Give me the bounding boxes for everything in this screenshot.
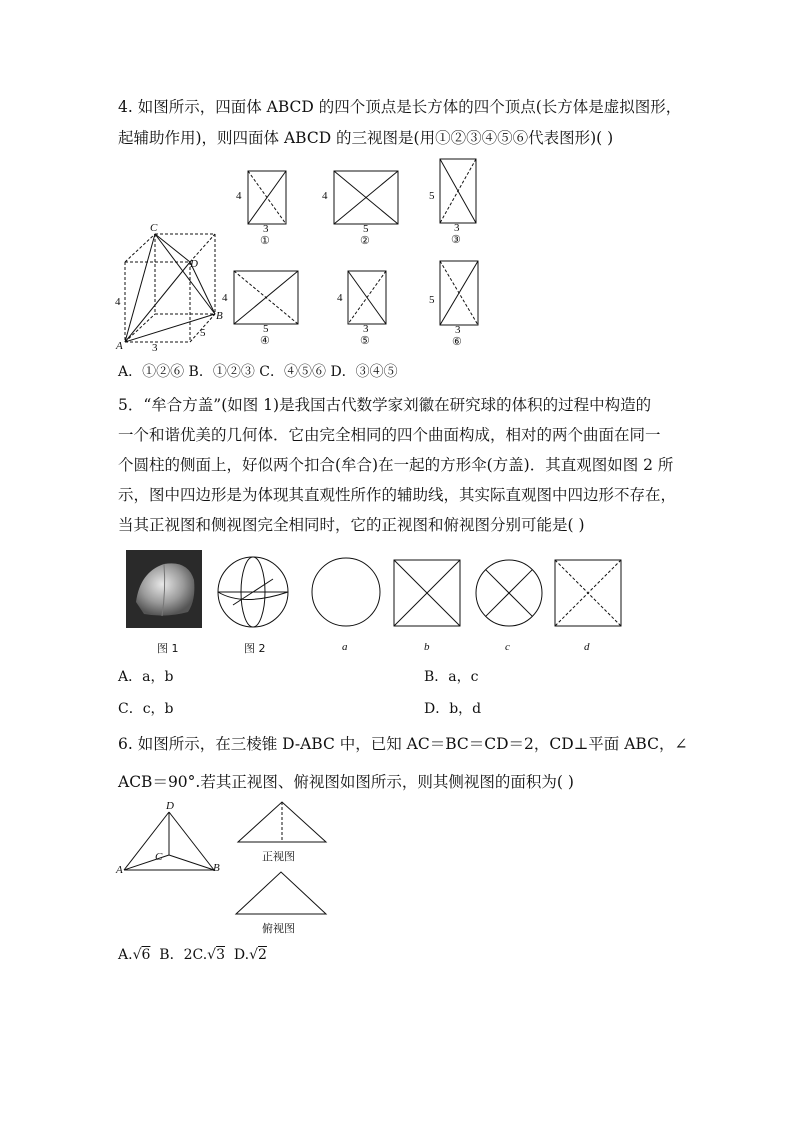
- q5-option-c: C．c，b: [118, 701, 174, 717]
- front-view-caption: 正视图: [262, 850, 295, 863]
- vertex-c-label: C: [150, 222, 158, 234]
- q6-option-c-value: 3: [216, 947, 226, 963]
- figure-a-circle: [310, 556, 382, 628]
- q6-vertex-b: B: [213, 862, 220, 874]
- view-2: [322, 170, 402, 250]
- figure-b-square: [393, 559, 461, 627]
- q6-line-1: 6. 如图所示，在三棱锥 D-ABC 中，已知 AC＝BC＝CD＝2，CD⊥平面 ABC，∠: [118, 735, 688, 753]
- q5-line-3: 个圆柱的侧面上，好似两个扣合(牟合)在一起的方形伞(方盖)．其直观图如图 2 所: [118, 456, 674, 474]
- q5-line-1: 5．“牟合方盖”(如图 1)是我国古代数学家刘徽在研究球的体积的过程中构造的: [118, 396, 652, 414]
- view-6-number: ⑥: [452, 336, 462, 348]
- sqrt-icon: √: [207, 947, 217, 963]
- vertex-d-label: D: [190, 258, 198, 270]
- q6-vertex-c: C: [155, 851, 163, 863]
- caption-fig1: 图 1: [157, 642, 179, 655]
- view-3-number: ③: [451, 234, 461, 246]
- view-6-side: 5: [429, 294, 435, 306]
- q5-option-b: B．a，c: [424, 669, 479, 685]
- view-5-bottom: 3: [363, 323, 369, 335]
- height-label: 4: [115, 296, 121, 308]
- view-4-side: 4: [222, 292, 228, 304]
- q6-option-b: B．2C.: [150, 947, 208, 963]
- view-3-bottom: 3: [454, 222, 460, 234]
- q6-line-2: ACB＝90°.若其正视图、俯视图如图所示，则其侧视图的面积为( ): [118, 773, 574, 791]
- sqrt-icon: √: [249, 947, 259, 963]
- q6-option-d-value: 2: [258, 947, 267, 963]
- q6-vertex-a: A: [116, 864, 123, 876]
- q4-options: A．①②⑥ B．①②③ C．④⑤⑥ D．③④⑤: [118, 364, 398, 380]
- sqrt-icon: √: [132, 947, 142, 963]
- figure-1-photo: [126, 550, 202, 628]
- view-3-side: 5: [429, 190, 435, 202]
- q4-tetrahedron-figure: [110, 222, 223, 357]
- q5-option-d: D．b，d: [424, 701, 482, 717]
- view-1-side: 4: [236, 190, 242, 202]
- figure-2-sphere: [213, 555, 293, 629]
- view-5-number: ⑤: [360, 335, 370, 347]
- view-5: [336, 270, 396, 355]
- q4-line-2: 起辅助作用)，则四面体 ABCD 的三视图是(用①②③④⑤⑥代表图形)( ): [118, 129, 614, 147]
- view-6-bottom: 3: [455, 324, 461, 336]
- q4-line-1: 4. 如图所示，四面体 ABCD 的四个顶点是长方体的四个顶点(长方体是虚拟图形，: [118, 98, 682, 116]
- length-label: 5: [200, 327, 206, 339]
- view-6: [428, 260, 488, 355]
- view-2-side: 4: [322, 190, 328, 202]
- q6-vertex-d: D: [166, 800, 174, 812]
- q5-option-a: A．a，b: [118, 669, 174, 685]
- view-4-number: ④: [260, 335, 270, 347]
- q5-line-4: 示，图中四边形是为体现其直观性所作的辅助线，其实际直观图中四边形不存在，: [118, 486, 677, 504]
- view-4: [222, 270, 302, 355]
- view-2-number: ②: [360, 235, 370, 247]
- view-1-bottom: 3: [263, 223, 269, 235]
- view-4-bottom: 5: [263, 323, 269, 335]
- caption-a: a: [342, 641, 348, 653]
- figure-d-square-dashed: [554, 559, 622, 627]
- view-3: [428, 158, 488, 250]
- q6-front-view: [236, 800, 328, 862]
- view-1: [236, 170, 296, 250]
- caption-b: b: [424, 641, 430, 653]
- vertex-b-label: B: [216, 310, 223, 322]
- figure-c-circle-cross: [474, 558, 544, 628]
- q6-option-a-prefix: A.: [118, 947, 133, 963]
- caption-fig2: 图 2: [244, 642, 266, 655]
- top-view-caption: 俯视图: [262, 922, 295, 935]
- view-1-number: ①: [260, 235, 270, 247]
- caption-d: d: [584, 641, 590, 653]
- view-5-side: 4: [337, 292, 343, 304]
- view-2-bottom: 5: [363, 223, 369, 235]
- q6-options: [118, 946, 267, 964]
- q6-option-d-prefix: D.: [225, 947, 250, 963]
- q5-line-2: 一个和谐优美的几何体．它由完全相同的四个曲面构成，相对的两个曲面在同一: [118, 426, 661, 444]
- vertex-a-label: A: [116, 340, 123, 352]
- q6-top-view: [234, 870, 328, 934]
- caption-c: c: [505, 641, 510, 653]
- width-label: 3: [152, 342, 158, 354]
- q5-line-5: 当其正视图和侧视图完全相同时，它的正视图和俯视图分别可能是( ): [118, 516, 585, 534]
- q6-option-a-value: 6: [141, 947, 151, 963]
- q6-pyramid-figure: [114, 800, 230, 880]
